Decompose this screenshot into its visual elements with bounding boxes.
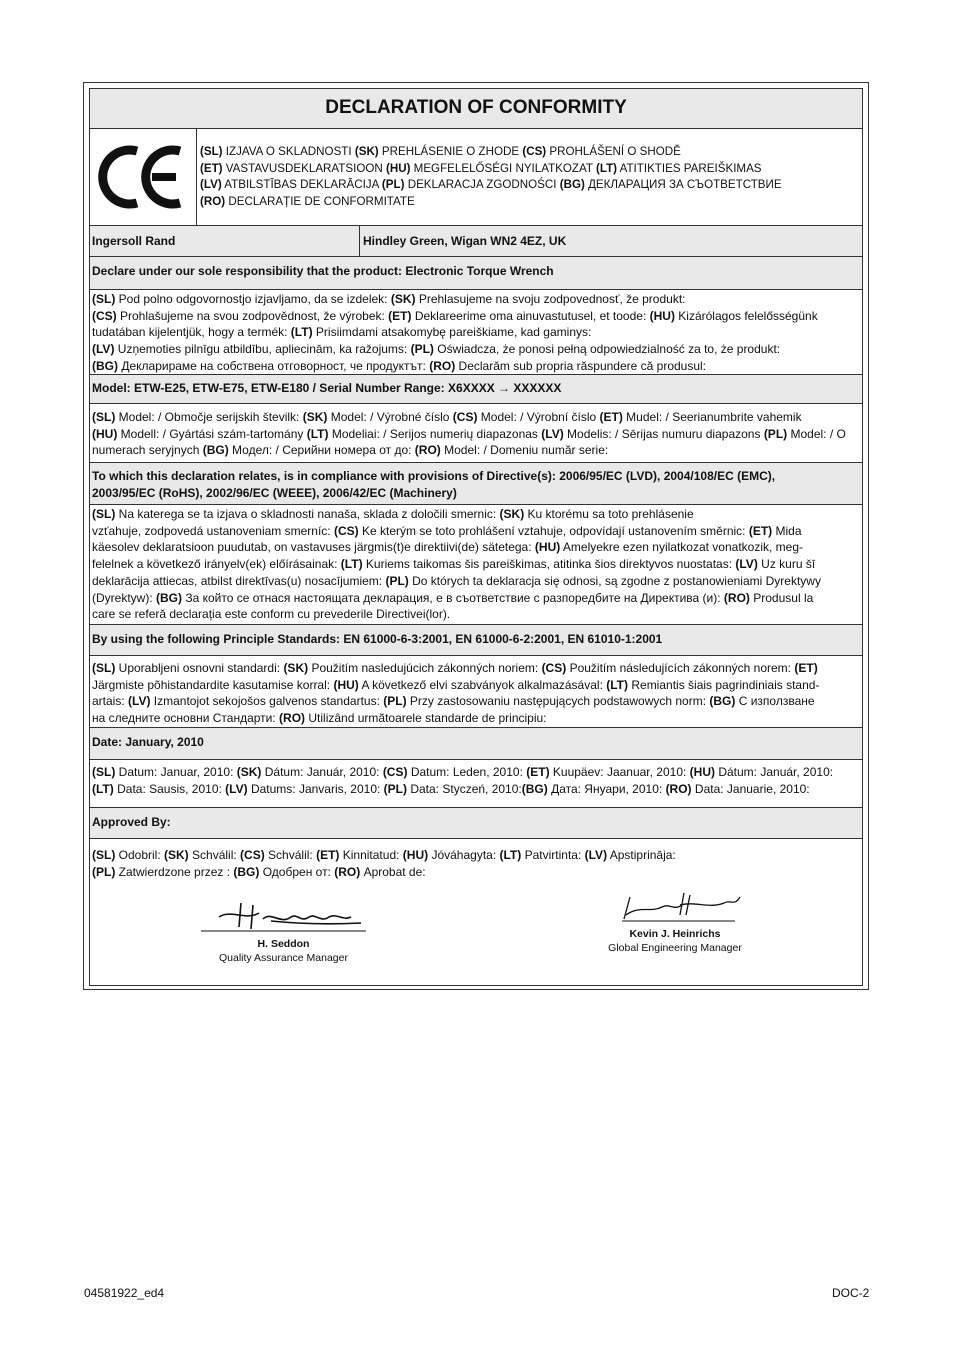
standards-translations [89,655,863,727]
standards-heading: By using the following Principle Standards: EN 61000-6-3:2001, EN 61000-6-2:2001, EN 61010-1:2001 [89,624,863,655]
language-header [89,128,863,225]
text-line: (RO) DECLARAȚIE DE CONFORMITATE [200,194,415,208]
text-line: Järgmiste põhistandardite kasutamise korral: (HU) A következő elvi szabványok alkalmazásával: (LT) Remiantis šiais pagrindiniais stand- [92,677,820,692]
company-name: Ingersoll Rand [92,234,176,248]
text-line: vzťahuje, zodpovedá ustanoveniam smerníc: (CS) Ke kterým se toto prohlášení vztahuje, odpovídají ustanovením směrnic: (ET) Mida [92,523,802,538]
text-line: (ET) VASTAVUSDEKLARATSIOON (HU) MEGFELELŐSÉGI NYILATKOZAT (LT) ATITIKTIES PAREIŠKIMAS [200,161,762,175]
text-line: (LV) ATBILSTĪBAS DEKLARĀCIJA (PL) DEKLARACJA ZGODNOŚCI (BG) ДЕКЛАРАЦИЯ ЗА СЪОТВЕТСТВИЕ [200,178,782,192]
language-code: (BG) [92,358,118,373]
approved-heading: Approved By: [89,807,863,838]
language-code: (CS) [452,410,478,424]
text-line: artais: (LV) Izmantojot sekojošos galvenos standartus: (PL) Przy zastosowaniu następujących podstawowych norm: (BG) С използване [92,694,815,709]
language-code: (ET) [794,661,818,675]
language-code: (BG) [709,694,736,709]
text-line: (CS) Prohlašujeme na svou zodpovědnost, že výrobek: (ET) Deklareerime oma ainuvastutusel, et toode: (HU) Kizárólagos felelősségünk [92,308,818,323]
text-line: (LT) Data: Sausis, 2010: (LV) Datums: Janvaris, 2010: (PL) Data: Styczeń, 2010:(BG) Дата: Януари, 2010: (RO) Data: Januarie, 2010: [92,781,810,796]
language-code: (RO) [723,590,750,605]
language-code: (PL) [383,781,407,796]
language-code: (SL) [92,661,116,675]
language-code: (SK) [390,292,416,306]
language-code: (RO) [279,711,306,726]
declaration-frame [83,82,869,990]
directive-translations [89,504,863,624]
model-heading: Model: ETW-E25, ETW-E75, ETW-E180 / Serial Number Range: X6XXXX → XXXXXX [89,374,863,403]
text-line: (SL) Datum: Januar, 2010: (SK) Dátum: Január, 2010: (CS) Datum: Leden, 2010: (ET) Kuupäev: Jaanuar, 2010: (HU) Dátum: Január, 2010: [92,765,834,779]
language-code: (SL) [92,848,116,862]
language-code: (PL) [383,694,407,709]
signature-mark-icon [201,899,366,933]
approved-translations [92,847,860,880]
language-code: (LV) [735,557,758,572]
language-code: (CS) [382,765,408,779]
date-heading: Date: January, 2010 [89,727,863,759]
language-code: (LV) [128,694,151,709]
text-line: käesolev deklaratsioon puudutab, on vastavuses järgmis(t)e direktiivi(de) sätetega: (HU) Amelyekre ezen nyilatkozat vonatkozik, meg- [92,540,804,555]
declare-heading: Declare under our sole responsibility that the product: Electronic Torque Wrench [89,256,863,289]
signature-heinrichs [600,885,750,955]
language-code: (ET) [526,765,550,779]
text-line: (SL) Odobril: (SK) Schválil: (CS) Schválil: (ET) Kinnitatud: (HU) Jóváhagyta: (LT) Patvirtinta: (LV) Apstiprināja: [92,848,676,862]
signature-mark-icon [600,885,750,923]
language-code: (PL) [92,864,116,879]
model-translations [89,403,863,462]
text-line: To which this declaration relates, is in compliance with provisions of Directive(s): 2006/95/EC (LVD), 2004/108/EC (EMC), [92,469,776,483]
language-code: (HU) [534,540,561,555]
language-code: (CS) [541,661,567,675]
signatory-name: H. Seddon [257,938,310,950]
language-code: (SK) [283,661,309,675]
text-line: felelnek a következő irányelv(ek) előírásainak: (LT) Kuriems taikomas šis pareiškimas, atitinka šios direktyvos nuostatas: (LV) Uz kuru šī [92,557,816,572]
language-code: (HU) [385,161,411,175]
text-line: (HU) Modell: / Gyártási szám-tartomány (LT) Modeliai: / Serijos numerių diapazonas (LV) Modelis: / Sērijas numuru diapazons (PL) Model: / O [92,426,846,441]
signatory-role: Global Engineering Manager [608,942,742,954]
text-line: (SL) Model: / Območje serijskih številk: (SK) Model: / Výrobné číslo (CS) Model: / Výrobní číslo (ET) Mudel: / Seerianumbrite vahemik [92,410,802,424]
text-line: numerach seryjnych (BG) Модел: / Серийни номера от до: (RO) Model: / Domeniu număr serie: [92,443,609,458]
language-code: (SL) [200,145,223,158]
language-code: (CS) [240,848,265,862]
language-code: (BG) [156,590,182,605]
language-code: (RO) [414,443,441,458]
text-line: (PL) Zatwierdzone przez : (BG) Одобрен от: (RO) Aprobat de: [92,864,426,879]
language-code: (PL) [385,573,409,588]
text-line: deklarācija attiecas, atbilst direktīvas(u) nosacījumiem: (PL) Do których ta deklaracja się odnosi, są zgodne z postanowieniami Dyrektywy [92,573,821,588]
company-address: Hindley Green, Wigan WN2 4EZ, UK [359,226,566,256]
text-line: 2003/95/EC (RoHS), 2002/96/EC (WEEE), 2006/42/EC (Machinery) [92,485,457,500]
signatory-name: Kevin J. Heinrichs [629,928,721,940]
language-code: (LT) [92,781,114,796]
language-code: (HU) [649,308,675,323]
language-code: (SK) [164,848,189,862]
text-line: на следните основни Стандарти: (RO) Utilizând urmãtoarele standarde de principiu: [92,711,547,726]
language-code: (ET) [316,848,340,862]
language-code: (ET) [748,523,773,538]
language-code: (RO) [665,781,692,796]
language-code: (LT) [290,325,313,340]
language-code: (RO) [429,358,456,373]
document-code: 04581922_ed4 [84,1286,165,1300]
signatory-role: Quality Assurance Manager [219,952,348,964]
language-code: (HU) [402,848,429,862]
language-code: (SL) [92,410,116,424]
language-code: (RO) [334,864,361,879]
language-list [200,144,782,210]
text-line: (SL) IZJAVA O SKLADNOSTI (SK) PREHLÁSENIE O ZHODE (CS) PROHLÁŠENÍ O SHODĚ [200,145,681,158]
language-code: (LV) [584,848,608,862]
language-code: (CS) [522,145,547,158]
language-code: (LT) [306,426,329,441]
page-title: DECLARATION OF CONFORMITY [89,88,863,128]
date-translations [89,759,863,807]
language-code: (BG) [559,178,585,192]
language-code: (CS) [333,523,359,538]
language-code: (SK) [236,765,262,779]
text-line: (SL) Na katerega se ta izjava o skladnosti nanaša, sklada z določili smernic: (SK) Ku ktorému sa toto prehlásenie [92,507,694,521]
language-code: (LT) [340,557,363,572]
language-code: (LV) [225,781,248,796]
language-code: (SK) [302,410,328,424]
language-code: (HU) [333,677,359,692]
signature-seddon [201,899,366,965]
language-code: (SL) [92,507,116,521]
language-code: (PL) [410,342,434,357]
language-code: (BG) [521,781,548,796]
language-code: (LT) [499,848,522,862]
language-code: (SL) [92,765,116,779]
text-line: (BG) Декларираме на собствена отговорност, че продуктът: (RO) Declarăm sub propria răspundere că produsul: [92,358,707,373]
language-code: (LV) [92,342,115,357]
language-code: (HU) [689,765,715,779]
directive-heading [89,462,863,504]
language-code: (BG) [233,864,260,879]
language-code: (PL) [381,178,405,192]
language-code: (ET) [200,161,223,175]
language-code: (ET) [599,410,623,424]
language-code: (RO) [200,194,226,208]
language-code: (SK) [499,507,525,521]
declare-translations [89,289,863,374]
text-line: tudatában kijelentjük, hogy a termék: (LT) Prisiimdami atsakomybę pareiškiame, kad gaminys: [92,325,592,340]
approved-section [89,838,863,986]
language-code: (CS) [92,308,117,323]
ce-mark-icon [90,129,197,225]
text-line: care se referă declarația este conform cu prevederile Directivei(lor). [92,607,451,622]
language-code: (LT) [595,161,618,175]
language-code: (LT) [606,677,629,692]
language-code: (ET) [388,308,412,323]
text-line: (Dyrektyw): (BG) За който се отнася настоящата декларация, е в съответствие с разпоредбите на Директива (и): (RO) Produsul la [92,590,814,605]
manufacturer-row [89,225,863,256]
language-code: (LV) [541,426,564,441]
language-code: (HU) [92,426,118,441]
language-code: (SL) [92,292,116,306]
text-line: (SL) Uporabljeni osnovni standardi: (SK) Použitím nasledujúcich zákonných noriem: (CS) Použitím následujících zákonných norem: (ET) [92,661,818,675]
text-line: (LV) Uzņemoties pilnīgu atbildību, apliecinām, ka ražojums: (PL) Oświadcza, że ponosi pełną odpowiedzialność za to, że produkt: [92,342,781,357]
language-code: (PL) [763,426,788,441]
language-code: (BG) [202,443,229,458]
language-code: (LV) [200,178,222,192]
page-number: DOC-2 [832,1286,870,1300]
language-code: (SK) [354,145,379,158]
text-line: (SL) Pod polno odgovornostjo izjavljamo, da se izdelek: (SK) Prehlasujeme na svoju zodpovednosť, že produkt: [92,292,686,306]
